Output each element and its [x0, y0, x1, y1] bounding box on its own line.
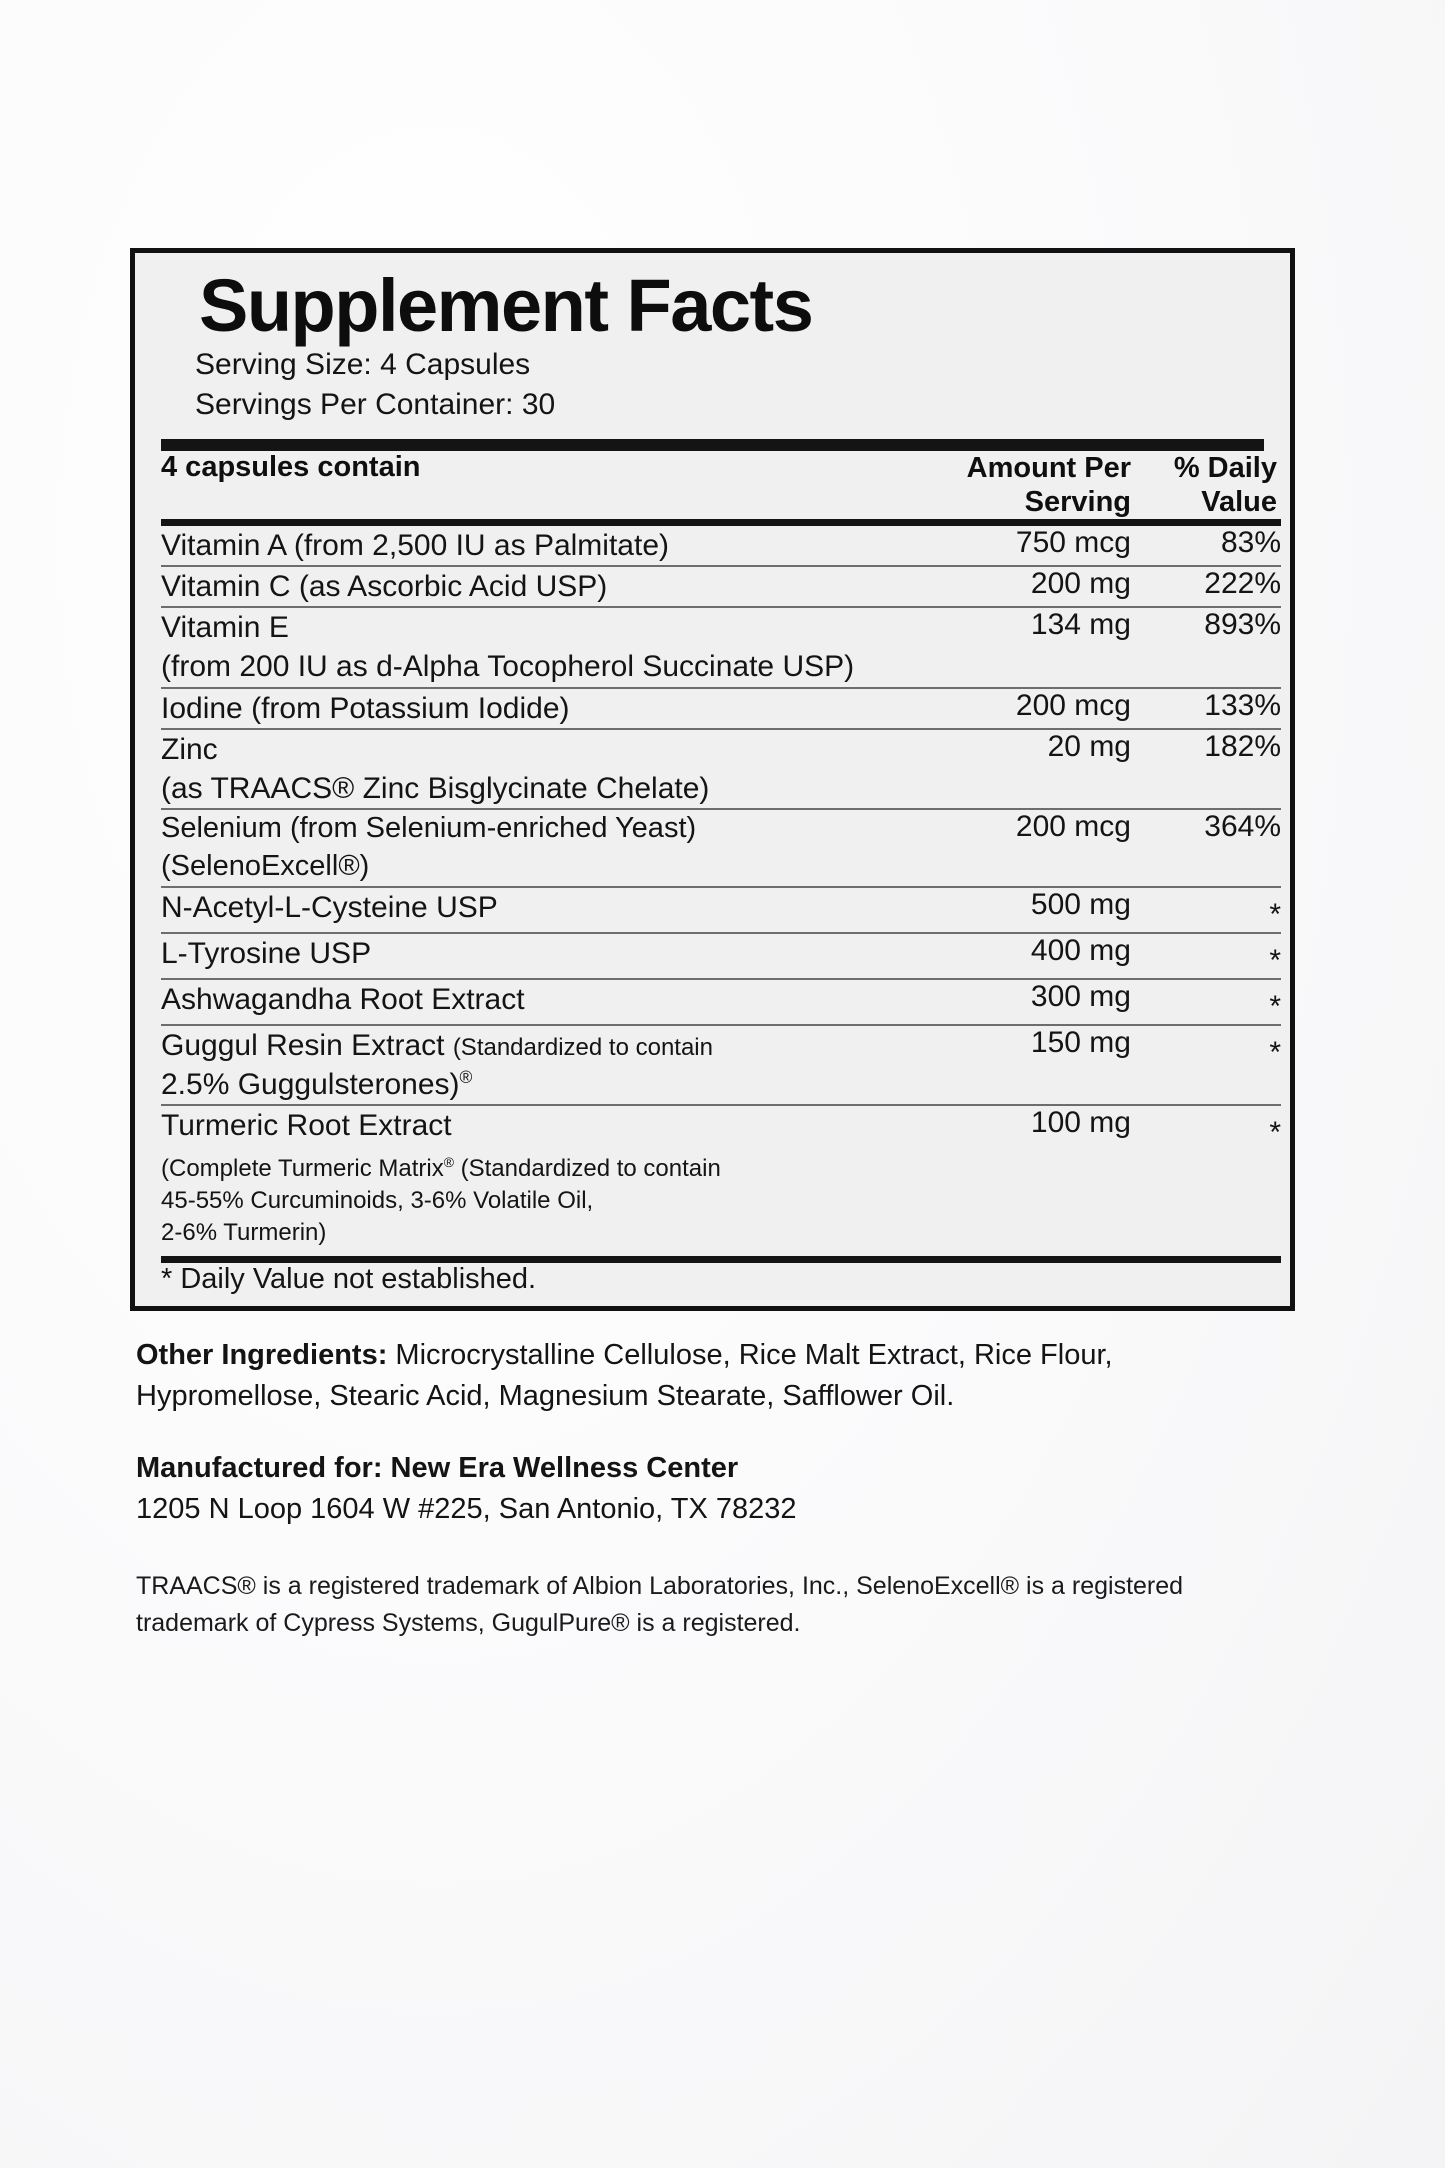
ingredient-amount: 400 mg: [1030, 933, 1131, 967]
footnote-row: [161, 1263, 1281, 1296]
ingredient-name: Vitamin E: [161, 611, 289, 645]
manufacturer-name: Manufactured for: New Era Wellness Center: [136, 1451, 739, 1484]
column-header-amount-line2: Serving: [1024, 485, 1131, 518]
divider-medium-bottom: [161, 1248, 1281, 1263]
ingredient-daily-value: 222%: [1204, 567, 1281, 601]
table-row: [161, 1026, 1281, 1105]
ingredient-name: N-Acetyl-L-Cysteine USP: [161, 890, 498, 924]
column-header-ingredient: 4 capsules contain: [161, 450, 421, 483]
ingredient-daily-value: *: [1269, 943, 1281, 977]
supplement-facts-panel: [130, 248, 1295, 1311]
ingredient-name-cell: [161, 730, 901, 809]
table-header-row: [161, 451, 1281, 519]
serving-size: Serving Size: 4 Capsules: [195, 348, 531, 382]
column-header-daily-value: [1131, 451, 1281, 519]
table-row: [161, 526, 1281, 565]
ingredient-name-main: Guggul Resin Extract: [161, 1028, 445, 1062]
ingredient-amount: 200 mcg: [1015, 810, 1131, 844]
ingredient-daily-value: *: [1269, 1035, 1281, 1069]
other-ingredients-label: Other Ingredients:: [136, 1339, 388, 1372]
ingredient-amount: 20 mg: [1047, 729, 1131, 763]
ingredient-name-cell: [161, 608, 901, 687]
ingredient-daily-value: *: [1269, 897, 1281, 931]
ingredient-name: Ashwagandha Root Extract: [161, 982, 525, 1016]
ingredient-name: Iodine (from Potassium Iodide): [161, 691, 570, 725]
ingredient-daily-value: 364%: [1204, 810, 1281, 844]
trademark-note: TRAACS® is a registered trademark of Albion Laboratories, Inc., SelenoExcell® is a registered trademark of Cypress Systems, GugulPure® is a registered.: [136, 1571, 1184, 1638]
divider-medium: [161, 519, 1281, 526]
table-row: [161, 934, 1281, 978]
ingredient-subtext-line3: 2-6% Turmerin): [161, 1218, 327, 1246]
ingredient-name: Zinc: [161, 732, 218, 766]
ingredient-subtext: (as TRAACS® Zinc Bisglycinate Chelate): [161, 771, 710, 805]
nutrition-table: [161, 451, 1281, 1297]
table-row: [161, 810, 1281, 885]
ingredient-daily-value: 182%: [1204, 729, 1281, 763]
column-header-amount-line1: Amount Per: [966, 451, 1131, 484]
ingredient-name-qualifier: (Standardized to contain: [452, 1033, 713, 1061]
ingredient-amount: 150 mg: [1030, 1025, 1131, 1059]
ingredient-name-qualifier-line2: 2.5% Guggulsterones)®: [161, 1066, 473, 1101]
page-title: Supplement Facts: [199, 264, 813, 347]
ingredient-subtext: (from 200 IU as d-Alpha Tocopherol Succinate USP): [161, 650, 855, 684]
ingredient-daily-value: 893%: [1204, 608, 1281, 642]
table-row: [161, 689, 1281, 728]
daily-value-footnote: * Daily Value not established.: [161, 1263, 537, 1296]
column-header-dv-line1: % Daily: [1173, 451, 1277, 484]
ingredient-name: Selenium (from Selenium-enriched Yeast)(SelenoExcell®): [161, 812, 697, 882]
ingredient-daily-value: *: [1269, 989, 1281, 1023]
ingredient-subtext-line2: 45-55% Curcuminoids, 3-6% Volatile Oil,: [161, 1186, 594, 1214]
ingredient-amount: 100 mg: [1030, 1106, 1131, 1140]
ingredient-name-cell: [161, 1106, 901, 1248]
table-row: [161, 980, 1281, 1024]
table-row: [161, 1106, 1281, 1248]
servings-per-container: Servings Per Container: 30: [195, 388, 556, 422]
ingredient-amount: 134 mg: [1030, 608, 1131, 642]
table-row: [161, 567, 1281, 606]
ingredient-daily-value: 83%: [1220, 526, 1281, 560]
column-header-amount: [901, 451, 1131, 519]
ingredient-amount: 200 mg: [1030, 567, 1131, 601]
ingredient-name: L-Tyrosine USP: [161, 936, 372, 970]
ingredient-subtext-line1: (Complete Turmeric Matrix® (Standardized to contain: [161, 1154, 721, 1183]
ingredient-name: Vitamin C (as Ascorbic Acid USP): [161, 570, 608, 604]
divider-thick-top: [161, 439, 1264, 451]
other-ingredients: [136, 1335, 1289, 1417]
supplement-facts-label: [130, 248, 1295, 1643]
label-below-panel: [130, 1335, 1295, 1643]
column-header-dv-line2: Value: [1201, 485, 1277, 518]
table-row: [161, 730, 1281, 809]
manufacturer-block: [136, 1448, 1289, 1530]
ingredient-name: Vitamin A (from 2,500 IU as Palmitate): [161, 529, 669, 563]
ingredient-daily-value: *: [1269, 1116, 1281, 1150]
ingredient-amount: 500 mg: [1030, 887, 1131, 921]
table-row: [161, 608, 1281, 687]
other-ingredients-text: Microcrystalline Cellulose, Rice Malt Extract, Rice Flour, Hypromellose, Stearic Acid, Magnesium Stearate, Safflower Oil.: [136, 1339, 1113, 1413]
manufacturer-address: 1205 N Loop 1604 W #225, San Antonio, TX 78232: [136, 1492, 797, 1525]
ingredient-name-cell: [161, 1026, 901, 1105]
table-row: [161, 888, 1281, 932]
ingredient-name: Turmeric Root Extract: [161, 1109, 452, 1143]
ingredient-amount: 750 mcg: [1015, 526, 1131, 560]
ingredient-amount: 300 mg: [1030, 979, 1131, 1013]
ingredient-daily-value: 133%: [1204, 688, 1281, 722]
ingredient-amount: 200 mcg: [1015, 688, 1131, 722]
